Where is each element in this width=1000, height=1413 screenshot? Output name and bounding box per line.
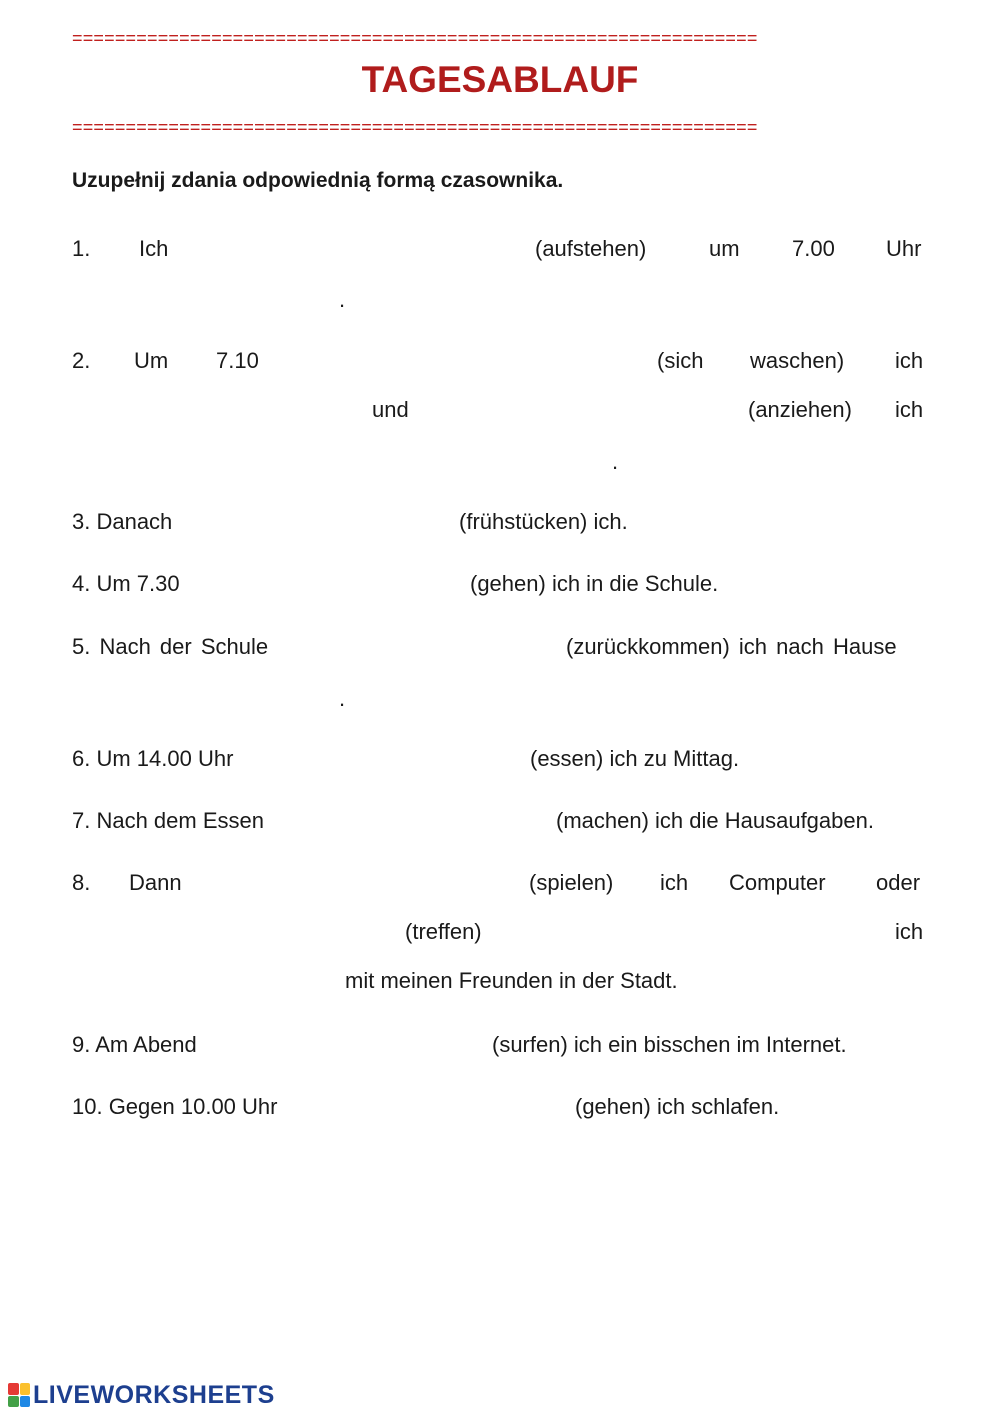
sentence-word: 7.00 [792, 236, 835, 261]
sentence-start: 3. Danach [72, 509, 173, 534]
sentence-word: um [709, 236, 740, 261]
sentence-word: oder [876, 870, 921, 895]
sentence-word: Ich [139, 236, 169, 261]
sentence-rest: (machen) ich die Hausaufgaben. [556, 808, 874, 833]
sentence-rest: (gehen) ich schlafen. [575, 1094, 780, 1119]
sentence-word: ich [895, 397, 924, 422]
logo-icon [8, 1383, 30, 1407]
sentence-word: Um [134, 348, 169, 373]
sentence-start: 5. Nach der Schule [72, 634, 269, 659]
sentence-word: ich [895, 919, 924, 944]
liveworksheets-logo[interactable] [8, 1380, 275, 1410]
bottom-rule: ================================================================ [72, 117, 758, 137]
sentence-start: 7. Nach dem Essen [72, 808, 264, 833]
exercise-number: 8. [72, 870, 91, 895]
verb-hint: (anziehen) [748, 397, 852, 422]
sentence-start: 6. Um 14.00 Uhr [72, 746, 234, 771]
sentence-word: ich [660, 870, 689, 895]
page-title: TAGESABLAUF [361, 59, 639, 100]
sentence-word: 7.10 [216, 348, 259, 373]
sentence-period: . [612, 449, 619, 474]
instruction-text: Uzupełnij zdania odpowiednią formą czasownika. [72, 169, 564, 192]
verb-hint: (sich [657, 348, 704, 373]
logo-square [20, 1396, 31, 1408]
sentence-period: . [339, 287, 346, 312]
sentence-word: und [372, 397, 409, 422]
logo-square [8, 1383, 19, 1395]
logo-square [8, 1396, 19, 1408]
sentence-word: Uhr [886, 236, 922, 261]
sentence-rest: (zurückkommen) ich nach Hause [566, 634, 897, 659]
exercise-number: 1. [72, 236, 91, 261]
verb-hint: (treffen) [405, 919, 482, 944]
sentence-rest: (gehen) ich in die Schule. [470, 571, 719, 596]
sentence-continuation: mit meinen Freunden in der Stadt. [345, 968, 678, 993]
verb-hint: waschen) [750, 348, 845, 373]
sentence-rest: (surfen) ich ein bisschen im Internet. [492, 1032, 847, 1057]
verb-hint: (spielen) [529, 870, 614, 895]
sentence-word: Computer [729, 870, 826, 895]
sentence-word: ich [895, 348, 924, 373]
verb-hint: (aufstehen) [535, 236, 647, 261]
sentence-period: . [339, 686, 346, 711]
exercise-number: 2. [72, 348, 91, 373]
sentence-rest: (essen) ich zu Mittag. [530, 746, 740, 771]
sentence-start: 10. Gegen 10.00 Uhr [72, 1094, 278, 1119]
sentence-start: 9. Am Abend [72, 1032, 197, 1057]
top-rule: ================================================================ [72, 28, 758, 48]
sentence-start: 4. Um 7.30 [72, 571, 180, 596]
logo-square [20, 1383, 31, 1395]
sentence-word: Dann [129, 870, 182, 895]
logo-text: LIVEWORKSHEETS [33, 1380, 275, 1409]
sentence-rest: (frühstücken) ich. [459, 509, 628, 534]
